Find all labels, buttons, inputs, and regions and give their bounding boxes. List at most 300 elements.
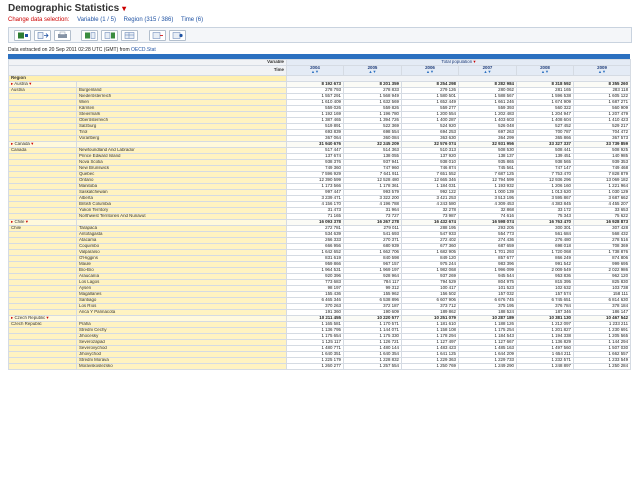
- year-label: 2007: [482, 65, 493, 70]
- value-cell: 188 524: [459, 309, 517, 315]
- value-cell: 560 322: [517, 105, 574, 111]
- value-cell: 139 451: [517, 153, 574, 159]
- value-cell: 1 497 560: [517, 345, 574, 351]
- year-label: 2008: [540, 65, 550, 70]
- value-cell: 1 229 363: [402, 357, 459, 363]
- value-cell: 75 343: [517, 213, 574, 219]
- value-cell: 983 396: [459, 261, 517, 267]
- value-cell: 920 396: [287, 273, 344, 279]
- value-cell: 1 588 567: [459, 93, 517, 99]
- subregion-cell: Niederösterreich: [77, 93, 287, 99]
- value-cell: 16 267 278: [344, 219, 402, 225]
- value-cell: 1 175 254: [459, 327, 517, 333]
- subregion-cell: Jihocesky: [77, 333, 287, 339]
- value-cell: 541 693: [344, 231, 402, 237]
- value-cell: 31 940 676: [287, 141, 344, 147]
- region-cell: [9, 363, 77, 369]
- subregion-cell: Atacama: [77, 237, 287, 243]
- value-cell: 1 013 620: [517, 189, 574, 195]
- subregion-cell: Los Lagos: [77, 279, 287, 285]
- value-cell: 288 195: [402, 225, 459, 231]
- value-cell: 1 248 897: [517, 363, 574, 369]
- value-cell: 16 763 470: [517, 219, 574, 225]
- value-cell: 935 865: [459, 159, 517, 165]
- subregion-cell: Santiago: [77, 297, 287, 303]
- time-link[interactable]: Time (6): [181, 17, 204, 23]
- subregion-cell: Arica Y Parinacota: [77, 309, 287, 315]
- value-cell: 16 432 674: [402, 219, 459, 225]
- value-cell: 1 480 771: [287, 345, 344, 351]
- value-cell: 1 580 501: [402, 93, 459, 99]
- value-cell: 7 687 125: [459, 171, 517, 177]
- value-cell: 1 632 569: [344, 99, 402, 105]
- value-cell: 278 793: [287, 87, 344, 93]
- subregion-cell: Coquimbo: [77, 243, 287, 249]
- value-cell: 1 178 294: [402, 333, 459, 339]
- region-name: Czech Republic: [11, 321, 42, 326]
- page-title-text: Demographic Statistics: [8, 3, 120, 14]
- value-cell: 840 598: [344, 255, 402, 261]
- subregion-cell: O'Higgins: [77, 255, 287, 261]
- sort-arrows-icon[interactable]: ▲▼: [541, 69, 549, 75]
- subregion-cell: Vorarlberg: [77, 135, 287, 141]
- value-cell: 1 387 465: [287, 117, 344, 123]
- subregion-cell: Maule: [77, 261, 287, 267]
- variable-info-icon[interactable]: ▾: [473, 59, 476, 65]
- value-cell: 1 557 291: [287, 93, 344, 99]
- value-cell: 364 299: [459, 135, 517, 141]
- data-table: [8, 59, 631, 370]
- time-header-label: Time: [9, 66, 287, 76]
- value-cell: 375 195: [459, 303, 517, 309]
- value-cell: 1 507 030: [574, 345, 631, 351]
- value-cell: 8 318 592: [517, 81, 574, 87]
- value-cell: 857 677: [459, 255, 517, 261]
- value-cell: 8 254 298: [402, 81, 459, 87]
- value-cell: 156 502: [402, 291, 459, 297]
- value-cell: 514 363: [344, 147, 402, 153]
- value-cell: 1 178 361: [344, 183, 402, 189]
- value-cell: 157 032: [459, 291, 517, 297]
- sort-arrows-icon[interactable]: ▲▼: [368, 69, 377, 75]
- value-cell: 363 630: [402, 135, 459, 141]
- value-cell: 32 278: [402, 207, 459, 213]
- value-cell: 874 806: [574, 255, 631, 261]
- value-cell: 2 022 986: [574, 267, 631, 273]
- value-cell: 31 964: [344, 207, 402, 213]
- table-row: [9, 363, 631, 369]
- value-cell: 554 773: [459, 231, 517, 237]
- value-cell: 293 205: [459, 225, 517, 231]
- value-cell: 1 674 909: [517, 99, 574, 105]
- value-cell: 991 542: [517, 261, 574, 267]
- year-label: 2005: [367, 65, 378, 70]
- value-cell: 1 136 829: [517, 339, 574, 345]
- value-cell: 16 928 873: [574, 219, 631, 225]
- value-cell: 815 395: [517, 279, 574, 285]
- value-cell: 6 676 745: [459, 297, 517, 303]
- value-cell: 75 622: [574, 213, 631, 219]
- value-cell: 12 665 346: [402, 177, 459, 183]
- value-cell: 1 408 604: [517, 117, 574, 123]
- region-link[interactable]: Region (315 / 386): [123, 17, 174, 23]
- value-cell: 10 287 189: [459, 315, 517, 321]
- value-cell: 959 866: [287, 261, 344, 267]
- value-cell: 372 187: [344, 303, 402, 309]
- value-cell: 140 985: [574, 153, 631, 159]
- value-cell: 698 554: [344, 129, 402, 135]
- subregion-cell: Ontario: [77, 177, 287, 183]
- subregion-cell: Manitoba: [77, 183, 287, 189]
- value-cell: 4 156 170: [287, 201, 344, 207]
- value-cell: 547 933: [402, 231, 459, 237]
- print-icon[interactable]: [54, 30, 71, 41]
- value-cell: 527 452: [517, 123, 574, 129]
- region-name: Austria: [14, 81, 28, 86]
- value-cell: 1 221 964: [574, 183, 631, 189]
- value-cell: 1 233 211: [574, 321, 631, 327]
- region-name: Canada: [11, 147, 27, 152]
- value-cell: 280 062: [459, 87, 517, 93]
- value-cell: 1 964 531: [287, 267, 344, 273]
- region-name: Czech Republic: [14, 315, 46, 320]
- subregion-cell: Saskatchewan: [77, 189, 287, 195]
- value-cell: 3 239 471: [287, 195, 344, 201]
- subregion-cell: Magallanes: [77, 291, 287, 297]
- subregion-cell: Quebec: [77, 171, 287, 177]
- value-cell: 939 353: [574, 159, 631, 165]
- value-cell: 10 251 079: [402, 315, 459, 321]
- value-cell: 272 402: [402, 237, 459, 243]
- variable-value-text: Total population: [441, 59, 473, 65]
- value-cell: 278 833: [344, 87, 402, 93]
- value-cell: 7 828 879: [574, 171, 631, 177]
- value-cell: 16 598 074: [459, 219, 517, 225]
- subregion-cell: Antofagasta: [77, 231, 287, 237]
- subregion-cell: Oberösterreich: [77, 117, 287, 123]
- subregion-cell: Stredni Cechy: [77, 327, 287, 333]
- value-cell: 1 136 795: [287, 327, 344, 333]
- value-cell: 3 687 662: [574, 195, 631, 201]
- value-cell: 510 313: [402, 147, 459, 153]
- value-cell: 1 485 163: [459, 345, 517, 351]
- subregion-cell: British Columbia: [77, 201, 287, 207]
- value-cell: 3 595 867: [517, 195, 574, 201]
- value-cell: 6 538 896: [344, 297, 402, 303]
- value-cell: 191 360: [287, 309, 344, 315]
- value-cell: 831 619: [287, 255, 344, 261]
- value-cell: 1 641 125: [402, 351, 459, 357]
- value-cell: 1 250 769: [402, 363, 459, 369]
- year-label: 2004: [310, 65, 320, 70]
- value-cell: 1 205 565: [574, 333, 631, 339]
- value-cell: 100 417: [402, 285, 459, 291]
- expand-icon[interactable]: ▸: [11, 141, 14, 146]
- value-cell: 138 137: [459, 153, 517, 159]
- subregion-cell: Yukon Territory: [77, 207, 287, 213]
- extract-info: [8, 47, 156, 53]
- value-cell: 1 596 538: [517, 93, 574, 99]
- data-selection-bar: [8, 17, 203, 23]
- region-info-icon[interactable]: ▾: [24, 219, 28, 224]
- page-title: [8, 3, 126, 14]
- value-cell: 71 165: [287, 213, 344, 219]
- value-cell: 1 207 479: [574, 111, 631, 117]
- subregion-cell: Aysén: [77, 285, 287, 291]
- value-cell: 1 202 483: [459, 111, 517, 117]
- value-cell: 708 369: [574, 243, 631, 249]
- value-cell: 561 684: [517, 231, 574, 237]
- value-cell: 138 055: [344, 153, 402, 159]
- save-icon[interactable]: [149, 30, 166, 41]
- value-cell: 186 147: [574, 309, 631, 315]
- value-cell: 937 941: [344, 159, 402, 165]
- value-cell: 1 738 876: [574, 249, 631, 255]
- value-cell: 804 975: [459, 279, 517, 285]
- value-cell: 8 355 260: [574, 81, 631, 87]
- value-cell: 158 111: [574, 291, 631, 297]
- value-cell: 189 862: [402, 309, 459, 315]
- value-cell: 33 327 337: [517, 141, 574, 147]
- value-cell: 32 245 209: [344, 141, 402, 147]
- expand-icon[interactable]: ▸: [11, 315, 14, 320]
- value-cell: 1 720 068: [517, 249, 574, 255]
- value-cell: 1 687 271: [574, 99, 631, 105]
- subregion-cell: Salzburg: [77, 123, 287, 129]
- value-cell: 680 939: [344, 243, 402, 249]
- value-cell: 1 644 209: [459, 351, 517, 357]
- region-name: Canada: [14, 141, 30, 146]
- value-cell: 937 269: [402, 273, 459, 279]
- selection-label: Change data selection:: [8, 17, 70, 23]
- value-cell: 1 175 330: [344, 333, 402, 339]
- value-cell: 773 683: [287, 279, 344, 285]
- value-cell: 866 249: [517, 255, 574, 261]
- year-header-2009[interactable]: [574, 66, 631, 76]
- value-cell: 190 609: [344, 309, 402, 315]
- value-cell: 677 360: [402, 243, 459, 249]
- variable-header-label: Variable: [9, 60, 287, 66]
- value-cell: 7 641 911: [344, 171, 402, 177]
- subregion-cell: Bío-Bío: [77, 267, 287, 273]
- value-cell: 975 244: [402, 261, 459, 267]
- value-cell: 1 610 409: [287, 99, 344, 105]
- value-cell: 749 468: [574, 165, 631, 171]
- year-header-2006[interactable]: [402, 66, 459, 76]
- value-cell: 1 125 117: [287, 339, 344, 345]
- value-cell: 1 144 071: [344, 327, 402, 333]
- value-cell: 1 400 287: [402, 117, 459, 123]
- value-cell: 74 616: [459, 213, 517, 219]
- value-cell: 32 931 956: [459, 141, 517, 147]
- value-cell: 12 390 599: [287, 177, 344, 183]
- sort-arrows-icon[interactable]: ▲▼: [426, 69, 434, 75]
- value-cell: 1 184 031: [402, 183, 459, 189]
- value-cell: 700 787: [517, 129, 574, 135]
- subregion-cell: Newfoundland And Labrador: [77, 147, 287, 153]
- value-cell: 3 322 200: [344, 195, 402, 201]
- value-cell: 4 309 453: [459, 201, 517, 207]
- value-cell: 1 193 932: [459, 183, 517, 189]
- value-cell: 10 220 577: [344, 315, 402, 321]
- value-cell: 747 147: [517, 165, 574, 171]
- value-cell: 794 529: [402, 279, 459, 285]
- value-cell: 1 410 423: [574, 117, 631, 123]
- subregion-cell: Prince Edward Island: [77, 153, 287, 159]
- region-info-icon[interactable]: ▾: [29, 141, 34, 146]
- subregion-cell: Los Ríos: [77, 303, 287, 309]
- subregion-cell: Severozapad: [77, 339, 287, 345]
- sort-arrows-icon[interactable]: ▲▼: [598, 69, 606, 75]
- value-cell: 666 956: [287, 243, 344, 249]
- value-cell: 749 360: [287, 165, 344, 171]
- value-cell: 1 568 949: [344, 93, 402, 99]
- subregion-cell: Jihovychod: [77, 351, 287, 357]
- value-cell: 1 000 139: [459, 189, 517, 195]
- pivot-icon[interactable]: [121, 30, 138, 41]
- value-cell: 1 480 144: [344, 345, 402, 351]
- value-cell: 3 513 195: [459, 195, 517, 201]
- value-cell: 4 243 580: [402, 201, 459, 207]
- value-cell: 7 651 552: [402, 171, 459, 177]
- value-cell: 747 960: [344, 165, 402, 171]
- value-cell: 16 093 378: [287, 219, 344, 225]
- value-cell: 1 144 294: [574, 339, 631, 345]
- value-cell: 1 403 603: [459, 117, 517, 123]
- year-label: 2006: [425, 65, 435, 70]
- value-cell: 1 969 197: [344, 267, 402, 273]
- subregion-cell: Araucanía: [77, 273, 287, 279]
- subregion-cell: Northwest Territories And Nunavut: [77, 213, 287, 219]
- value-cell: 1 200 554: [402, 111, 459, 117]
- value-cell: 6 465 346: [287, 297, 344, 303]
- value-cell: 8 282 984: [459, 81, 517, 87]
- subregion-cell: Wien: [77, 99, 287, 105]
- value-cell: 73 987: [402, 213, 459, 219]
- share-icon[interactable]: [169, 30, 186, 41]
- value-cell: 694 253: [402, 129, 459, 135]
- value-cell: 517 447: [287, 147, 344, 153]
- value-cell: 137 674: [287, 153, 344, 159]
- value-cell: 938 010: [402, 159, 459, 165]
- value-cell: 1 201 827: [517, 327, 574, 333]
- subregion-cell: Stredni Morava: [77, 357, 287, 363]
- value-cell: 1 233 549: [574, 357, 631, 363]
- variable-link[interactable]: Variable (1 / 5): [77, 17, 116, 23]
- value-cell: 1 232 571: [517, 357, 574, 363]
- value-cell: 13 069 182: [574, 177, 631, 183]
- value-cell: 137 920: [402, 153, 459, 159]
- sort-arrows-icon[interactable]: ▲▼: [311, 69, 319, 75]
- value-cell: 365 866: [517, 135, 574, 141]
- value-cell: 529 217: [574, 123, 631, 129]
- value-cell: 373 712: [402, 303, 459, 309]
- value-cell: 697 263: [459, 129, 517, 135]
- value-cell: 7 753 470: [517, 171, 574, 177]
- value-cell: 1 654 211: [517, 351, 574, 357]
- region-header-label: Region: [9, 75, 287, 81]
- value-cell: 1 228 832: [344, 357, 402, 363]
- value-cell: 508 925: [574, 147, 631, 153]
- value-cell: 276 480: [517, 237, 574, 243]
- value-cell: 559 393: [459, 105, 517, 111]
- value-cell: 1 260 277: [287, 363, 344, 369]
- value-cell: 1 642 652: [287, 249, 344, 255]
- value-cell: 283 118: [574, 87, 631, 93]
- value-cell: 300 301: [517, 225, 574, 231]
- value-cell: 993 579: [344, 189, 402, 195]
- zoom-out-icon[interactable]: [101, 30, 118, 41]
- region-name: Austria: [11, 87, 25, 92]
- value-cell: 1 640 351: [287, 351, 344, 357]
- sort-arrows-icon[interactable]: ▲▼: [483, 69, 492, 75]
- expand-icon[interactable]: ▸: [11, 219, 14, 224]
- value-cell: 367 573: [574, 135, 631, 141]
- title-marker-icon[interactable]: ▾: [122, 4, 127, 13]
- value-cell: 6 745 651: [517, 297, 574, 303]
- source-link[interactable]: OECD.Stat: [131, 47, 156, 53]
- value-cell: 33 172: [517, 207, 574, 213]
- year-header-2005[interactable]: [344, 66, 402, 76]
- subregion-cell: Tirol: [77, 129, 287, 135]
- value-cell: 519 891: [287, 123, 344, 129]
- value-cell: 953 836: [517, 273, 574, 279]
- value-cell: 101 523: [459, 285, 517, 291]
- value-cell: 1 206 160: [517, 183, 574, 189]
- value-cell: 1 212 097: [517, 321, 574, 327]
- value-cell: 279 126: [402, 87, 459, 93]
- value-cell: 999 695: [574, 261, 631, 267]
- value-cell: 266 333: [287, 237, 344, 243]
- value-cell: 746 874: [402, 165, 459, 171]
- subregion-cell: Alberta: [77, 195, 287, 201]
- zoom-in-icon[interactable]: [81, 30, 98, 41]
- value-cell: 526 048: [459, 123, 517, 129]
- value-cell: 967 157: [344, 261, 402, 267]
- value-cell: 704 472: [574, 129, 631, 135]
- value-cell: 559 277: [402, 105, 459, 111]
- export-excel-icon[interactable]: [14, 30, 31, 41]
- value-cell: 73 727: [344, 213, 402, 219]
- year-header-2008[interactable]: [517, 66, 574, 76]
- value-cell: 370 263: [287, 303, 344, 309]
- value-cell: 687 659: [459, 243, 517, 249]
- value-cell: 698 018: [517, 243, 574, 249]
- value-cell: 522 369: [344, 123, 402, 129]
- value-cell: 272 781: [287, 225, 344, 231]
- subregion-cell: Praha: [77, 321, 287, 327]
- value-cell: 745 561: [459, 165, 517, 171]
- value-cell: 1 249 290: [459, 363, 517, 369]
- export-csv-icon[interactable]: [34, 30, 51, 41]
- region-info-icon[interactable]: ▾: [27, 81, 32, 86]
- expand-icon[interactable]: ▸: [11, 81, 14, 86]
- value-cell: 825 830: [574, 279, 631, 285]
- value-cell: 1 192 169: [287, 111, 344, 117]
- region-info-icon[interactable]: ▾: [45, 315, 49, 320]
- year-header-2004[interactable]: [287, 66, 344, 76]
- value-cell: 1 127 497: [402, 339, 459, 345]
- value-cell: 1 661 246: [459, 99, 517, 105]
- value-cell: 1 229 733: [459, 357, 517, 363]
- value-cell: 8 192 673: [287, 81, 344, 87]
- year-header-2007[interactable]: [459, 66, 517, 76]
- value-cell: 8 201 359: [344, 81, 402, 87]
- value-cell: 559 026: [287, 105, 344, 111]
- subregion-cell: Burgenland: [77, 87, 287, 93]
- value-cell: 945 544: [459, 273, 517, 279]
- value-cell: 10 211 455: [287, 315, 344, 321]
